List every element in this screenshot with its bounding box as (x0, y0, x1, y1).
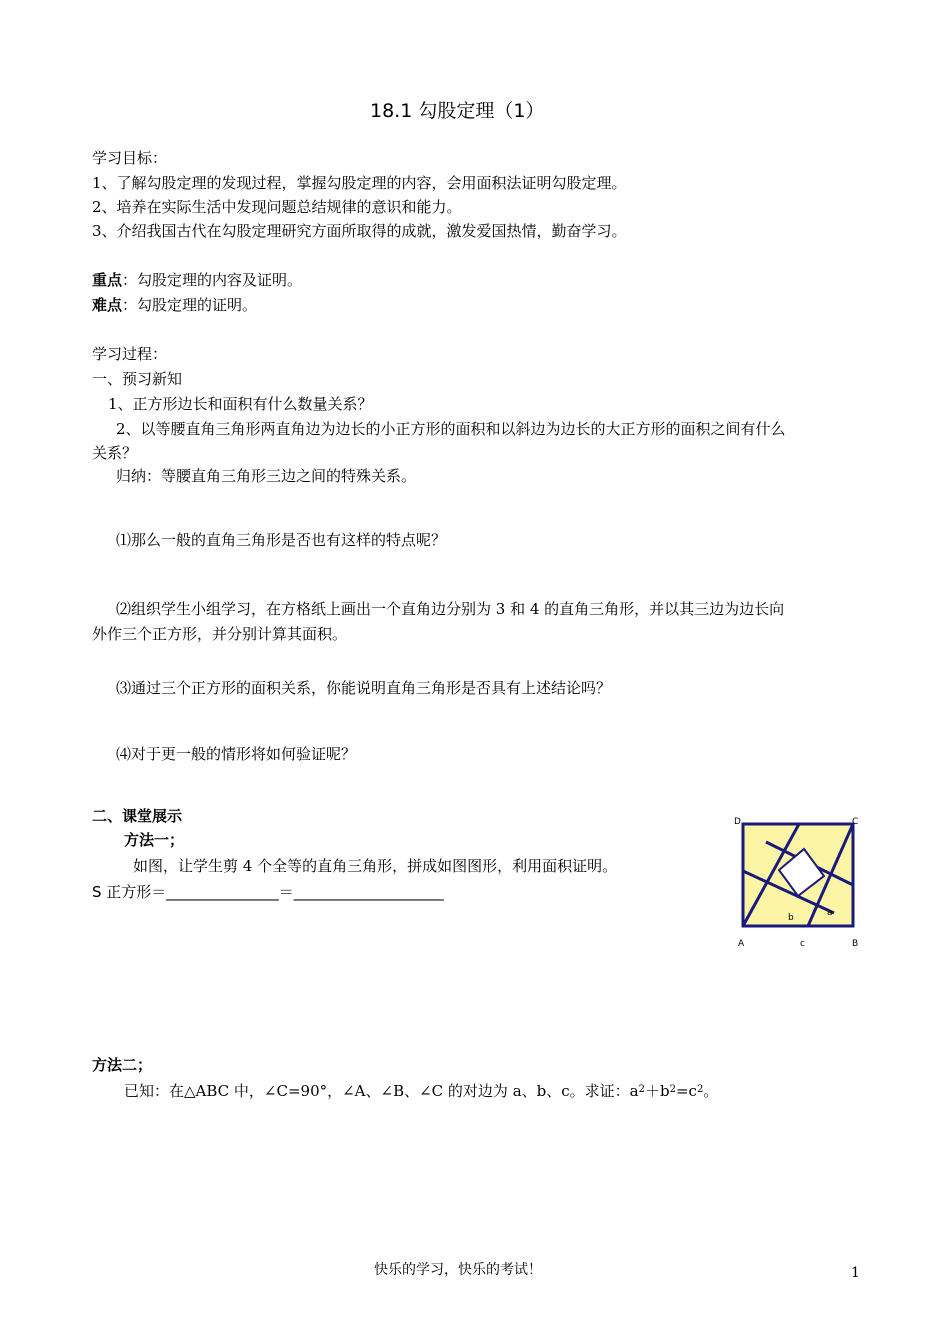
method1-label: 方法一； (124, 831, 185, 849)
method1-text: 如图，让学生剪 4 个全等的直角三角形，拼成如图图形，利用面积证明。 (133, 857, 618, 875)
prompt-2: ⑵组织学生小组学习，在方格纸上画出一个直角边分别为 3 和 4 的直角三角形，并以其三边为边长向 (116, 600, 785, 618)
label-A: A (738, 939, 745, 949)
page-number: 1 (851, 1265, 860, 1281)
label-b: b (788, 913, 794, 923)
objective-item: 1、了解勾股定理的发现过程，掌握勾股定理的内容，会用面积法证明勾股定理。 (92, 174, 627, 192)
difficulty-text: ：勾股定理的证明。 (122, 296, 258, 314)
pythagoras-square-figure (730, 812, 866, 952)
section1-heading: 一、预习新知 (92, 370, 183, 388)
label-B: B (852, 939, 859, 949)
area-formula: S 正方形＝_______________＝____________________ (92, 883, 444, 901)
objectives-heading: 学习目标： (92, 149, 168, 167)
difficulty-label: 难点 (92, 296, 123, 314)
prompt-4: ⑷对于更一般的情形将如何验证呢？ (116, 745, 357, 763)
question-2-cont: 关系？ (92, 444, 138, 462)
key-point-label: 重点 (92, 271, 123, 289)
prompt-1: ⑴那么一般的直角三角形是否也有这样的特点呢？ (116, 531, 447, 549)
label-a: a (827, 908, 833, 918)
difficulty (92, 295, 257, 315)
process-heading: 学习过程： (92, 345, 168, 363)
label-C: C (852, 817, 859, 827)
label-D: D (734, 817, 741, 827)
question-1: 1、正方形边长和面积有什么数量关系？ (108, 395, 373, 413)
label-c: c (800, 939, 805, 949)
method2-text: 已知：在△ABC 中，∠C=90°，∠A、∠B、∠C 的对边为 a、b、c。求证：$a^2+b^2=c^2$。 (124, 1082, 719, 1100)
key-point (92, 270, 302, 290)
method2-label: 方法二； (92, 1056, 153, 1074)
page-title: 18.1 勾股定理（1） (370, 100, 545, 122)
section2-heading: 二、课堂展示 (92, 807, 183, 825)
footer-text: 快乐的学习，快乐的考试！ (374, 1262, 542, 1278)
question-2: 2、以等腰直角三角形两直角边为边长的小正方形的面积和以斜边为边长的大正方形的面积之间有什么 (116, 420, 786, 438)
summary: 归纳：等腰直角三角形三边之间的特殊关系。 (116, 467, 417, 485)
prompt-3: ⑶通过三个正方形的面积关系，你能说明直角三角形是否具有上述结论吗？ (116, 679, 612, 697)
key-point-text: ：勾股定理的内容及证明。 (122, 271, 303, 289)
prompt-2-cont: 外作三个正方形，并分别计算其面积。 (92, 625, 348, 643)
objective-item: 3、介绍我国古代在勾股定理研究方面所取得的成就，激发爱国热情，勤奋学习。 (92, 222, 627, 240)
objective-item: 2、培养在实际生活中发现问题总结规律的意识和能力。 (92, 198, 462, 216)
